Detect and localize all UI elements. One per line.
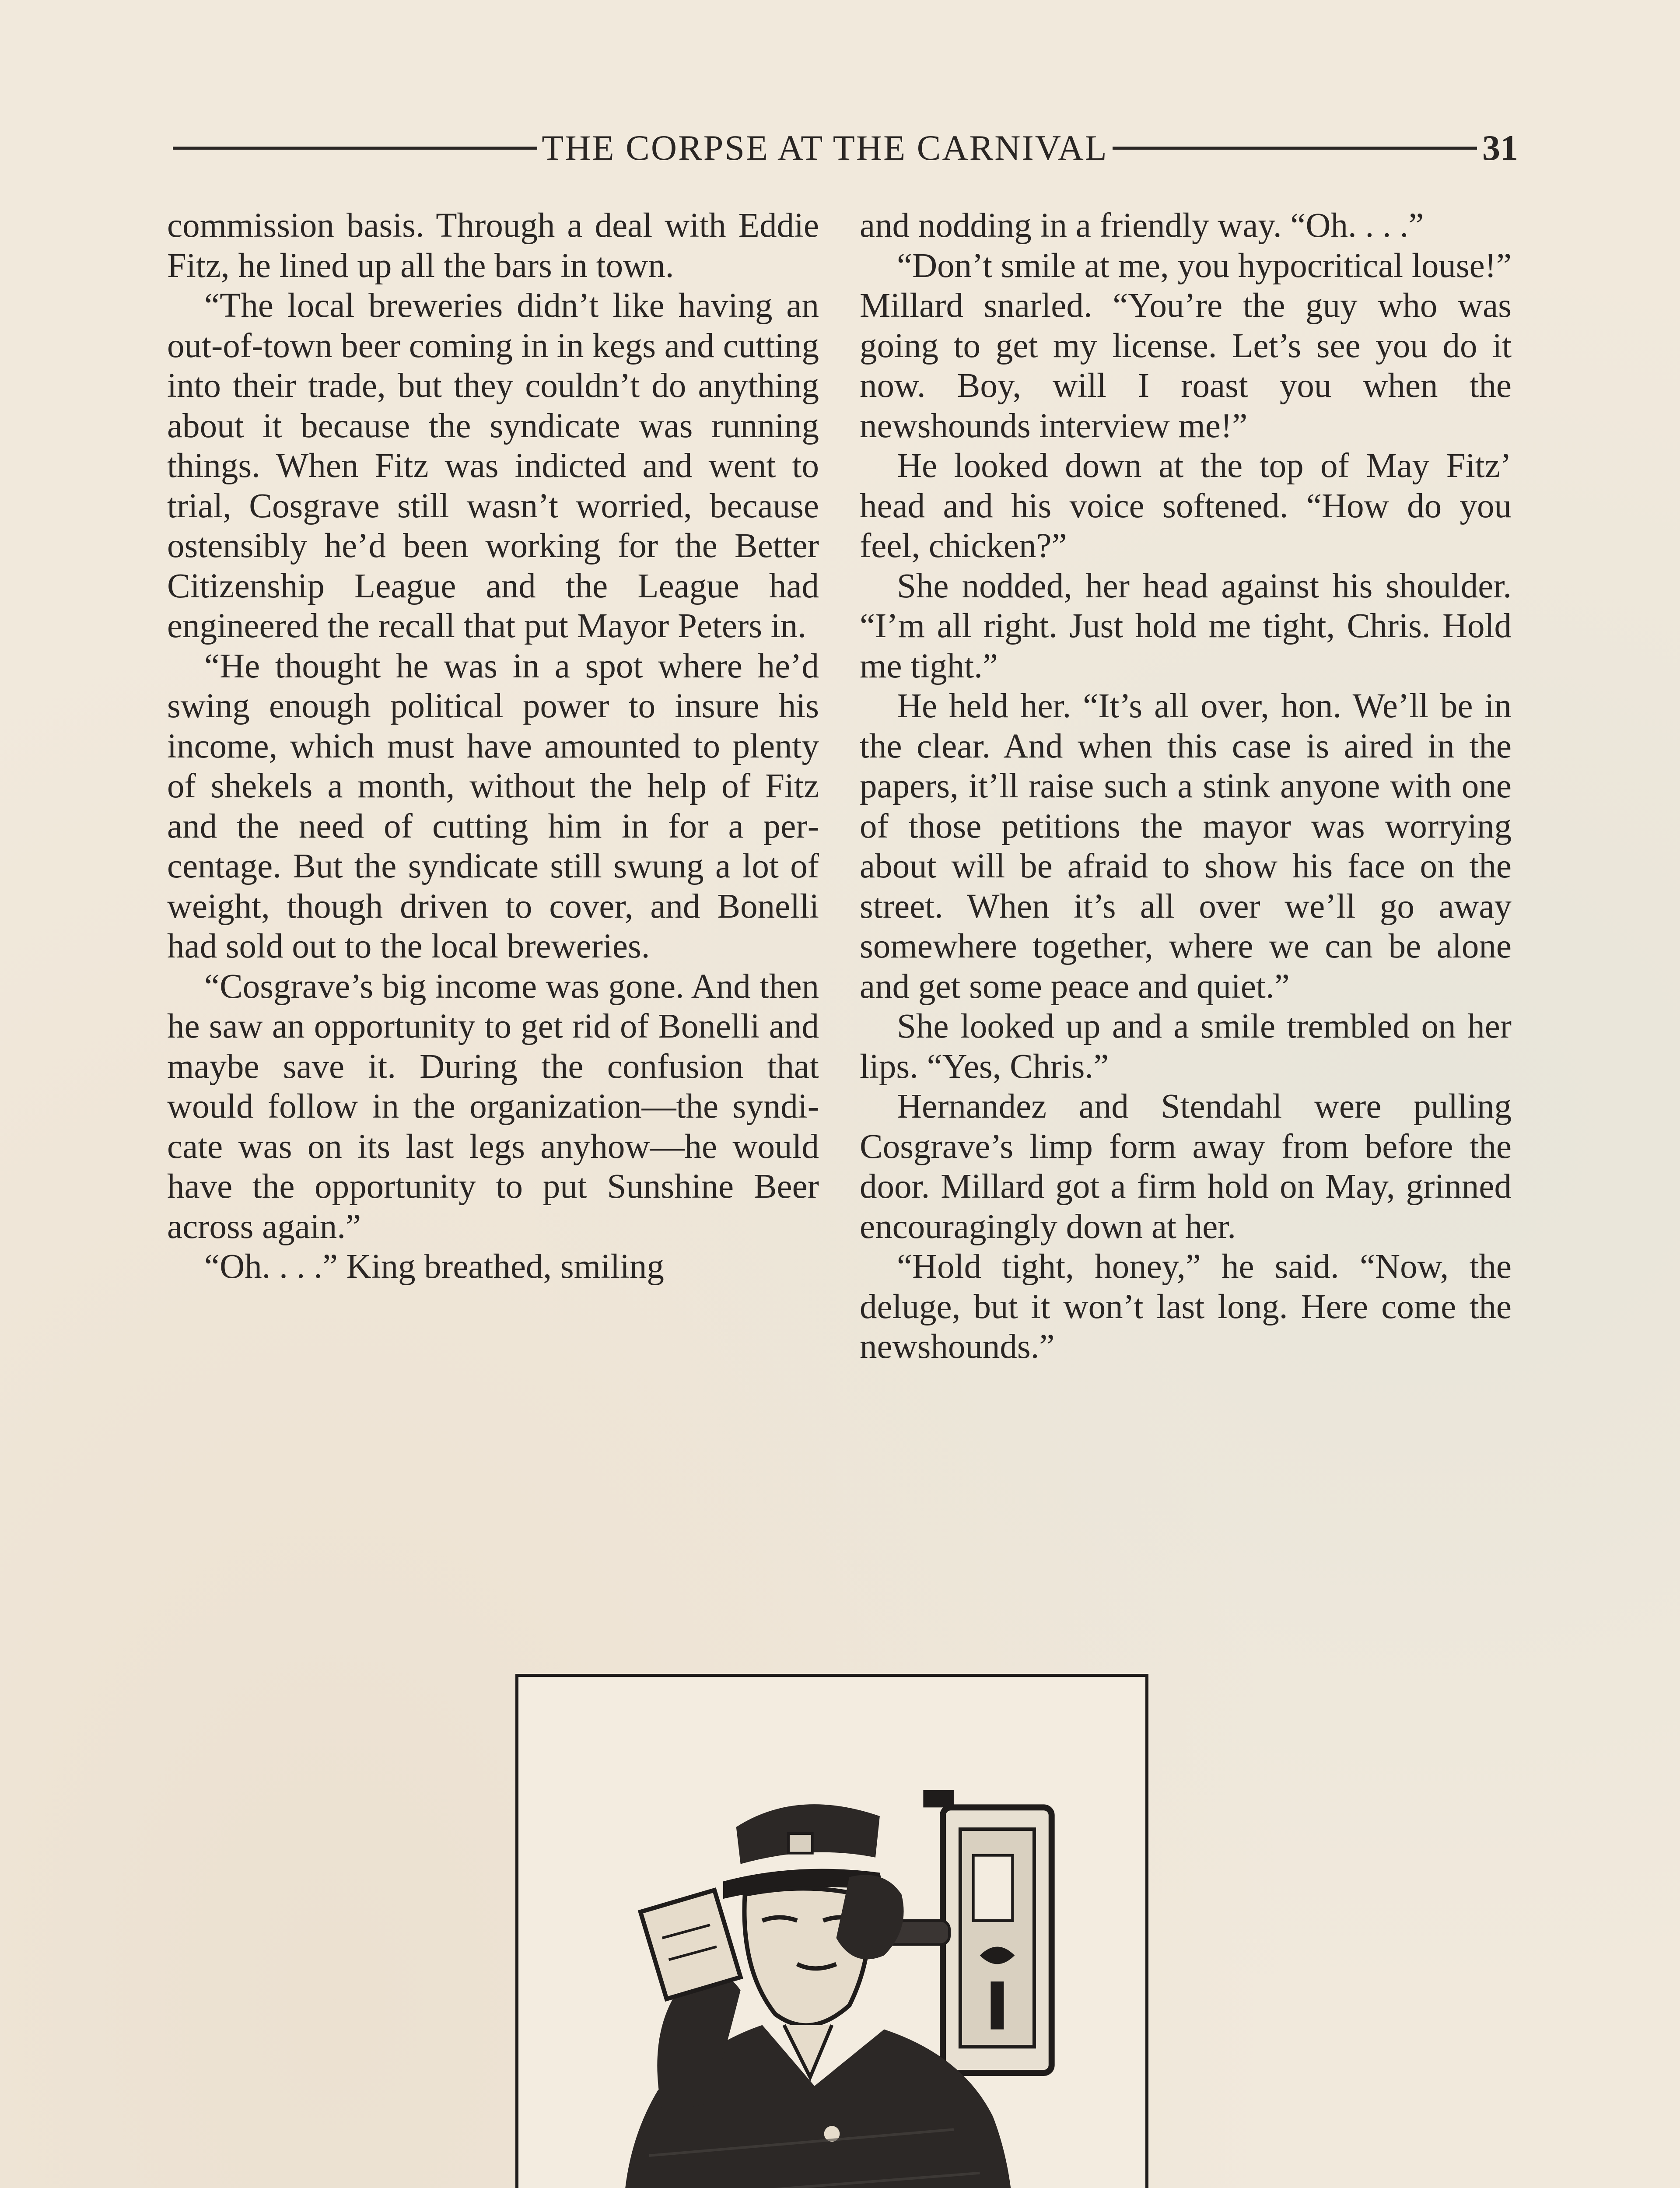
paragraph: “Oh. . . .” King breathed, smiling [204,1248,664,1286]
header-rule-left [173,147,537,150]
wall-telephone-icon [875,1790,1052,2073]
paragraph: “The local breweries didn’t like having an out-of-town beer coming in in kegs and cutting into their trade, but they couldn’t do anything about it because the syndicate was running things. When Fitz was indicted and went to trial, Cosgrave still wasn’t worried, because ostensibly he’d been working for the Better Citizenship League and the League had engineered the recall that put Mayor Peters in. [167,287,819,645]
paragraph: and nodding in a friendly way. “Oh. . . .” [860,207,1424,245]
paragraph: Hernandez and Stendahl were pulling Cosgrave’s limp form away from before the door. Millard got a firm hold on May, grinned encouragingly down at her. [860,1087,1512,1246]
running-title: THE CORPSE AT THE CARNIVAL [542,128,1108,168]
policeman-telephone-illustration [515,1674,1148,2188]
paragraph: He held her. “It’s all over, hon. We’ll be in the clear. And when this case is aired in the papers, it’ll raise such a stink anyone with one of those petitions the mayor was worrying about will be afraid to show his face on the street. When it’s all over we’ll go away somewhere together, where we can be alone and get some peace and quiet.” [860,687,1512,1006]
page-number: 31 [1482,128,1519,168]
paragraph: He looked down at the top of May Fitz’ head and his voice softened. “How do you feel, chicken?” [860,447,1512,565]
text-column-left [167,206,819,1287]
paragraph: “He thought he was in a spot where he’d swing enough political power to insure his income, which must have amounted to plenty of shekels a month, without the help of Fitz and the need of cutting him in for a percentage. But the syndicate still swung a lot of weight, though driven to cover, and Bonelli had sold out to the local breweries. [167,647,819,965]
paragraph: “Cosgrave’s big income was gone. And then he saw an opportunity to get rid of Bonelli and maybe save it. During the confusion that would follow in the organization—the syndicate was on its last legs anyhow—he would have the opportunity to put Sunshine Beer across again.” [167,967,819,1246]
paragraph: She nodded, her head against his shoulder. “I’m all right. Just hold me tight, Chris. Hold me tight.” [860,567,1512,685]
paragraph: “Hold tight, honey,” he said. “Now, the deluge, but it won’t last long. Here come the newshounds.” [860,1248,1512,1366]
text-column-right [860,206,1512,1367]
illustration-drawing [518,1677,1145,2188]
paragraph: “Don’t smile at me, you hypocritical louse!” Millard snarled. “You’re the guy who was going to get my license. Let’s see you do it now. Boy, will I roast you when the newshounds interview me!” [860,246,1512,445]
running-header [173,117,1518,179]
header-rule-right [1113,147,1477,150]
paragraph: commission basis. Through a deal with Eddie Fitz, he lined up all the bars in town. [167,207,819,285]
paragraph: She looked up and a smile trembled on her lips. “Yes, Chris.” [860,1007,1512,1086]
